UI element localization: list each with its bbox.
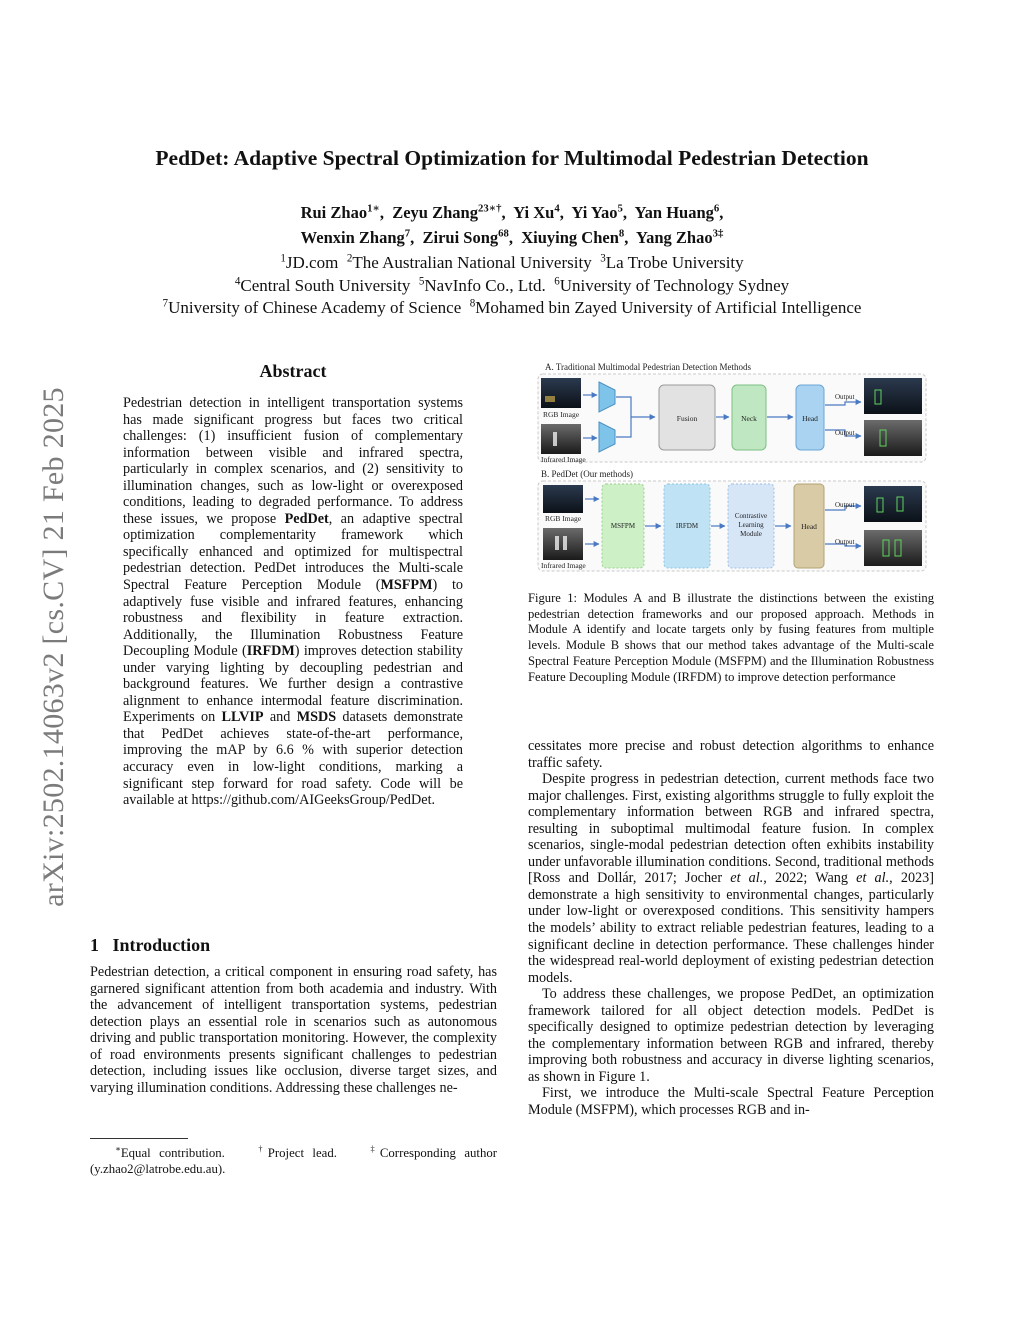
author: Xiuying Chen [521, 228, 619, 247]
affiliation-line-2: $^4$Central South University $^5$NavInfo Co., Ltd. $^6$University of Technology Sydney [234, 274, 790, 295]
infrared-image-label: Infrared Image [541, 455, 586, 464]
footnote-divider [90, 1138, 188, 1139]
svg-text:Output: Output [835, 393, 855, 401]
paper-title: PedDet: Adaptive Spectral Optimization for Multimodal Pedestrian Detection [155, 146, 869, 170]
svg-text:Head: Head [801, 522, 817, 531]
author-line-1: Rui Zhao$^{1∗}$, Zeyu Zhang$^{23∗\dagger}$, Yi Xu$^4$, Yi Yao$^5$, Yan Huang$^6$, [300, 202, 724, 222]
arxiv-stamp: arXiv:2502.14063v2 [cs.CV] 21 Feb 2025 [37, 387, 70, 907]
svg-text:Head: Head [802, 414, 818, 423]
svg-text:Output: Output [835, 538, 855, 546]
svg-text:RGB Image: RGB Image [545, 514, 582, 523]
svg-text:IRFDM: IRFDM [675, 522, 699, 530]
right-column-text [528, 738, 934, 1119]
figure-1-diagram [535, 360, 929, 574]
svg-text:Infrared Image: Infrared Image [541, 561, 586, 570]
svg-text:Output: Output [835, 429, 855, 437]
rgb-image-thumbnail [541, 378, 581, 408]
paragraph-msfpm: First, we introduce the Multi-scale Spectral Feature Perception Module (MSFPM), which processes RGB and in- [528, 1085, 934, 1119]
svg-text:Output: Output [835, 501, 855, 509]
svg-text:Fusion: Fusion [676, 414, 698, 423]
author: Yi Yao [571, 203, 618, 222]
author: Rui Zhao [300, 203, 368, 222]
author-list [0, 200, 1024, 250]
author: Zeyu Zhang [392, 203, 478, 222]
paragraph-proposal: To address these challenges, we propose PedDet, an optimization framework tailored for all object detection models. PedDet is specifically designed to optimize pedestrian detection by leveraging the complementary information between RGB and infrared, thereby improving both robustness and accuracy in diverse lighting scenarios, as shown in Figure 1. [528, 986, 934, 1085]
footnote: ∗Equal contribution. †Project lead. ‡Corresponding author (y.zhao2@latrobe.edu.au). [90, 1144, 498, 1176]
output-ir-b [864, 530, 922, 566]
svg-text:Neck: Neck [741, 414, 757, 423]
affiliation-line-3: $^7$University of Chinese Academy of Science $^8$Mohamed bin Zayed University of Artificial Intelligence [162, 297, 862, 317]
rgb-image-thumbnail-b [543, 485, 583, 513]
output-ir-a [864, 420, 922, 456]
paragraph-continuation: cessitates more precise and robust detection algorithms to enhance traffic safety. [528, 738, 934, 771]
affiliation-line-1: $^1$JD.com $^2$The Australian National University $^3$La Trobe University [280, 252, 744, 272]
panel-a-label: A. Traditional Multimodal Pedestrian Detection Methods [545, 362, 751, 372]
introduction-paragraph: Pedestrian detection, a critical component in ensuring road safety, has garnered significant attention from both academia and industry. With the advancement of intelligent transportation systems, pedestrian detection plays an essential role in scenarios such as autonomous driving and public transportation monitoring. However, the complexity of road environments presents significant challenges to pedestrian detection, including issues like occlusion, diverse target sizes, and varying illumination conditions. Addressing these challenges ne- [90, 964, 497, 1096]
author: Wenxin Zhang [300, 228, 405, 247]
abstract-text: Pedestrian detection in intelligent transportation systems has made significant progress but faces two critical challenges: (1) insufficient fusion of complementary information between visible and infrared spectra, particularly in complex scenarios, and (2) sensitivity to illumination changes, such as low-light or overexposed conditions, leading to degraded performance. To address these issues, we propose PedDet, an adaptive spectral optimization complementarity framework which specifically enhanced and optimized for multispectral pedestrian detection. PedDet introduces the Multi-scale Spectral Feature Perception Module (MSFPM) to adaptively fuse visible and infrared features, enhancing robustness and flexibility in feature extraction. Additionally, the Illumination Robustness Feature Decoupling Module (IRFDM) improves detection stability under varying lighting by decoupling pedestrian and background features. We further design a contrastive alignment to enhance intermodal feature discrimination. Experiments on LLVIP and MSDS datasets demonstrate that PedDet achieves state-of-the-art performance, improving the mAP by 6.6 % with superior detection accuracy even in low-light conditions, marking a significant step forward for road safety. Code will be available at https://github.com/AIGeeksGroup/PedDet. [123, 395, 464, 809]
author: Zirui Song [422, 228, 499, 247]
output-rgb-a [864, 378, 922, 414]
svg-text:Contrastive: Contrastive [734, 512, 768, 520]
author: Yang Zhao [636, 228, 713, 247]
affiliation-list [0, 252, 1024, 320]
output-rgb-b [864, 486, 922, 522]
paragraph-challenges: Despite progress in pedestrian detection, current methods face two major challenges. First, existing algorithms struggle to fully exploit the complementary information between RGB and infrared spectra, resulting in suboptimal multimodal feature fusion. In complex scenarios, single-modal pedestrian detection often exhibits instability under unfavorable illumination conditions. Second, traditional methods [Ross and Dollár, 2017; Jocher et al., 2022; Wang et al., 2023] demonstrate a high sensitivity to environmental changes, particularly under low-light or overexposed conditions. This sensitivity hampers the models’ ability to extract reliable pedestrian features, leading to a significant decline in detection performance. These challenges hinder the widespread real-world deployment of existing pedestrian detection models. [528, 771, 934, 986]
figure-1-caption: Figure 1: Modules A and B illustrate the distinctions between the existing pedestrian detection frameworks and our proposed approach. Methods in Module A identify and locate targets only by fusing features from multiple levels. Module B shows that our method takes advantage of the Multi-scale Spectral Feature Perception Module (MSFPM) and the Illumination Robustness Feature Decoupling Module (IRFDM) to improve detection performance [528, 591, 934, 684]
author: Yan Huang [634, 203, 714, 222]
introduction-heading: 1 Introduction [90, 935, 211, 955]
svg-text:Module: Module [740, 530, 762, 538]
author-line-2: Wenxin Zhang$^7$, Zirui Song$^{68}$, Xiuying Chen$^8$, Yang Zhao$^{3\ddagger}$ [300, 227, 724, 247]
svg-text:Learning: Learning [738, 521, 764, 529]
author: Yi Xu [513, 203, 555, 222]
panel-b-label: B. PedDet (Our methods) [541, 469, 633, 479]
infrared-image-thumbnail [541, 424, 581, 454]
rgb-image-label: RGB Image [543, 410, 580, 419]
svg-text:MSFPM: MSFPM [610, 522, 636, 530]
abstract-heading: Abstract [259, 361, 327, 381]
